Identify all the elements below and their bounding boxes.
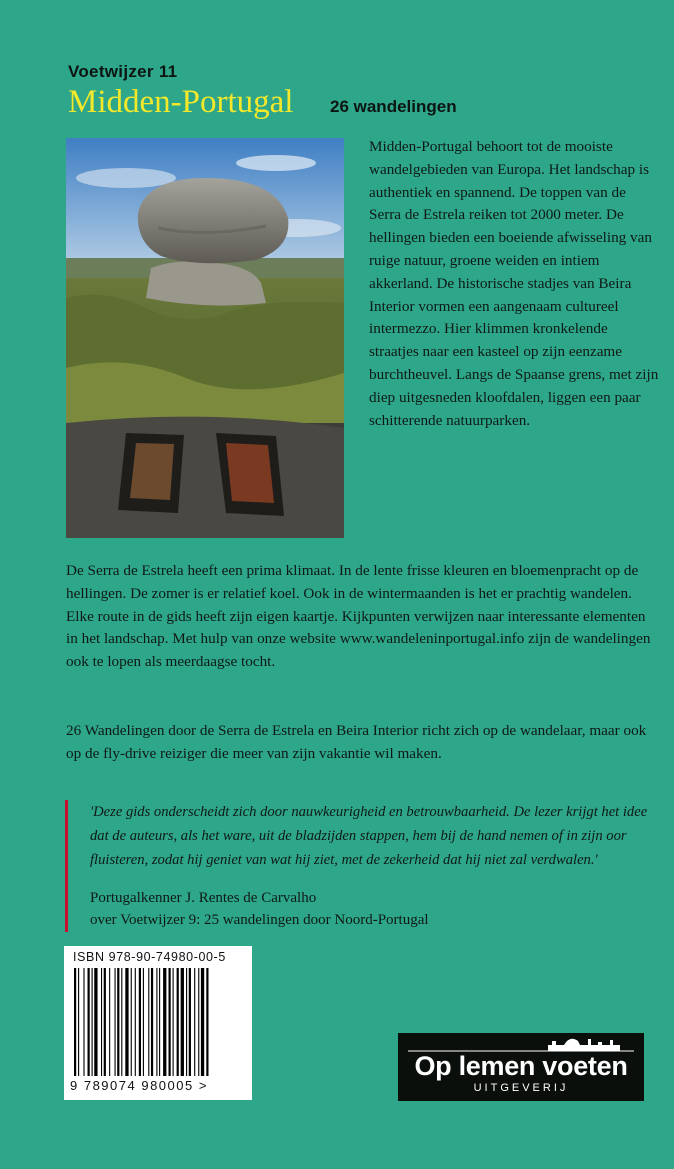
quote-accent-bar — [65, 800, 68, 932]
intro-paragraph: Midden-Portugal behoort tot de mooiste wandelgebieden van Europa. Het landschap is authentiek en spannend. De toppen van de Serra de Estrela reiken tot 2000 meter. De hellingen bieden een boeiende afwisseling van ruige natuur, groene weiden en intiem akkerland. De historische stadjes van Beira Interior vormen een aangenaam cultureel intermezzo. Hier klimmen kronkelende straatjes naar een kasteel op zijn eenzame burchtheuvel. Langs de Spaanse grens, met zijn diep uitgesneden kloofdalen, liggen een paar schitterende natuurparken. — [369, 138, 659, 429]
publisher-logo — [398, 1033, 644, 1101]
cover-photo — [66, 138, 344, 538]
book-title: Midden-Portugal — [68, 84, 294, 120]
audience-paragraph: 26 Wandelingen door de Serra de Estrela en Beira Interior richt zich op de wandelaar, maar ook op de fly-drive reiziger die meer van zijn vakantie wil maken. — [66, 722, 647, 762]
barcode — [72, 968, 244, 1078]
publisher-subtitle: UITGEVERIJ — [473, 1082, 569, 1094]
quote-attribution — [90, 887, 655, 931]
isbn-label: ISBN 978-90-74980-00-5 — [73, 950, 226, 964]
attribution-author: Portugalkenner J. Rentes de Carvalho — [90, 890, 317, 906]
publisher-name: Op lemen voeten — [414, 1051, 628, 1081]
review-quote: 'Deze gids onderscheidt zich door nauwkeurigheid en betrouwbaarheid. De lezer krijgt het idee dat de auteurs, als het ware, uit de bladzijden stappen, hem bij de hand nemen of in zijn oor fluisteren, zodat hij geniet van wat hij ziet, met de zekerheid dat hij niet zal verdwalen.' — [90, 804, 648, 868]
barcode-digits: 9 789074 980005 > — [70, 1078, 208, 1093]
book-subtitle: 26 wandelingen — [330, 97, 457, 116]
isbn-barcode-box — [64, 946, 252, 1100]
attribution-source: over Voetwijzer 9: 25 wandelingen door Noord-Portugal — [90, 912, 429, 928]
series-label: Voetwijzer 11 — [68, 62, 178, 81]
skyline-icon — [398, 1033, 644, 1053]
climate-paragraph: De Serra de Estrela heeft een prima klimaat. In de lente frisse kleuren en bloemenpracht op de hellingen. De zomer is er relatief koel. Ook in de wintermaanden is het er prachtig wandelen. Elke route in de gids heeft zijn eigen kaartje. Kijkpunten verwijzen naar interessante elementen in het landschap. Met hulp van onze website www.wandeleninportugal.info zijn de wandelingen ook te lopen als meerdaagse tocht. — [66, 562, 651, 671]
